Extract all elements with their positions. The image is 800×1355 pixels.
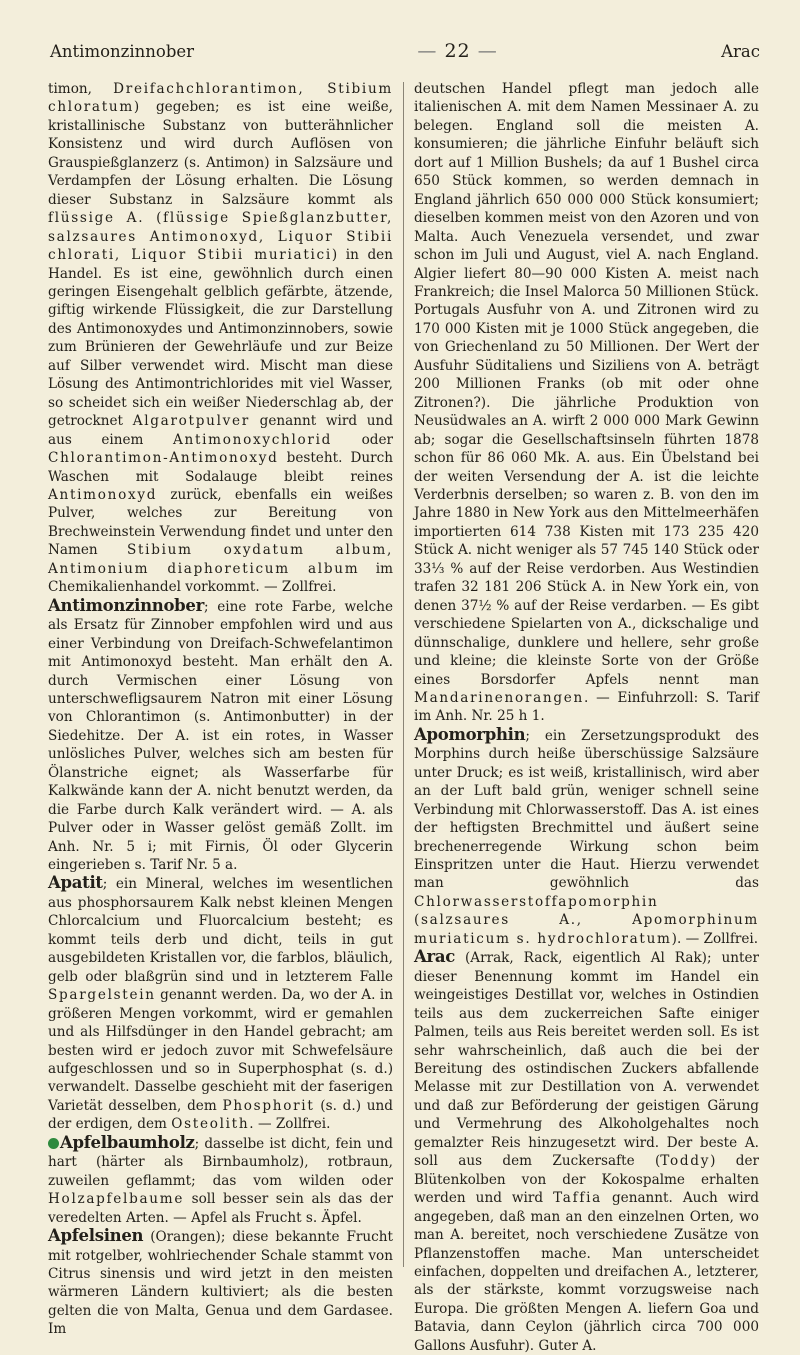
entry-antimonzinnober [48, 597, 393, 875]
entry-text: ) in den Handel. Es ist eine, gewöhnlich durch einen geringen Eisengehalt gelblich gefärbte, ätzende, giftig wirkende Flüssigkeit, die zur Darstellung des Antimonoxydes und Antimonzinnobers, sowie zum Brünieren der Gewehrläufe und zur Beize auf Silber verwendet wird. Mischt man diese Lösung des Antimontrichlorides mit viel Wasser, so scheidet sich ein weißer Niederschlag ab, der getrocknet [48, 247, 393, 430]
entry-text: genannt. Auch wird angegeben, daß man an den einzelnen Orten, wo man A. bereitet, noch verschiedene Zusätze von Pflanzenstoffen mache. Man unterscheidet einfachen, doppelten und dreifachen A., letzterer, als der stärkste, kommt vorzugsweise nach Europa. Die größten Mengen A. liefern Goa und Batavia, dann Ceylon (jährlich circa 700 000 Gallons Ausfuhr). Guter A. [414, 1190, 759, 1354]
spaced-term: Dreifachchlorantimon, Stibium chloratum [48, 81, 393, 116]
running-header [50, 38, 760, 64]
header-right-keyword: Arac [721, 41, 760, 61]
entry-headword: Apfelsinen [48, 1226, 144, 1246]
entry-headword: Apatit [48, 873, 103, 893]
entry-apfelsinen [48, 1227, 393, 1339]
entry-text: genannt werden. Da, wo der A. in größeren Mengen vorkommt, wird er gemahlen und als Hilfsdünger in den Handel gebracht; am besten wird er jedoch zuvor mit Schwefelsäure aufgeschlossen und so in Superphosphat (s. d.) verwandelt. Dasselbe geschieht mit der faserigen Varietät desselben, dem [48, 987, 393, 1114]
entry-antimonbutter-continuation [48, 80, 393, 597]
entry-text: ; eine rote Farbe, welche als Ersatz für Zinnober empfohlen wird und aus einer Verbindung von Dreifach-Schwefelantimon mit Antimonoxyd besteht. Man erhält den A. durch Vermischen einer Lösung von unterschwefligsaurem Natron mit einer Lösung von Chlorantimon (s. Antimonbutter) in der Siedehitze. Der A. ist ein rotes, in Wasser unlösliches Pulver, welches sich am besten für Ölanstriche eignet; als Wasserfarbe für Kalkwände kann der A. nicht benutzt werden, da die Farbe durch Kalk verändert wird. — A. als Pulver oder in Wasser gelöst gemäß Zollt. im Anh. Nr. 5 i; mit Firnis, Öl oder Glycerin eingerieben s. Tarif Nr. 5 a. [48, 598, 393, 874]
entry-text: genannt wird und aus einem [48, 413, 394, 448]
entry-text: ; dasselbe ist dicht, fein und hart (härter als Birnbaumholz), rotbraun, zuweilen geflammt; das vom wilden oder [48, 1135, 393, 1189]
spaced-term: Chlorwasserstoffapomorphin (salzsaures A., Apomorphinum muriaticum s. hydrochloratum [414, 893, 759, 947]
spaced-term: Antimonoxychlorid [172, 431, 333, 448]
entry-text: oder [332, 431, 394, 448]
entry-text: ) gegeben; es ist eine weiße, kristallinische Substanz von butterähnlicher Konsistenz und wird durch Auflösen von Grauspießglanzerz (s. Antimon) in Salzsäure und Verdampfen der Lösung erhalten. Die Lösung dieser Substanz in Salzsäure kommt als [48, 99, 393, 208]
entry-text: soll besser sein als das der veredelten Arten. — Apfel als Frucht s. Äpfel. [48, 1191, 393, 1226]
entry-text: deutschen Handel pflegt man jedoch alle italienischen A. mit dem Namen Messinaer A. zu belegen. England soll die meisten A. konsumieren; die jährliche Einfuhr beläuft sich dort auf 1 Million Bushels; da auf 1 Bushel circa 650 Stück kommen, so werden demnach in England jährlich 650 000 000 Stück konsumiert; dieselben kommen meist von den Azoren und von Malta. Auch Venezuela versendet, und zwar schon im Juli und August, viel A. nach England. Algier liefert 80—90 000 Kisten A. meist nach Frankreich; die Insel Malorca 50 Millionen Stück. Portugals Ausfuhr von A. und Zitronen wird zu 170 000 Kisten mit je 1000 Stück angegeben, die von Griechenland zu 50 Millionen. Der Wert der Ausfuhr Süditaliens und Siziliens von A. beträgt 200 Millionen Franks (ob mit oder ohne Zitronen?). Die jährliche Produktion von Neusüdwales an A. wirft 2 000 000 Mark Gewinn ab; sogar die Gesellschaftsinseln führten 1878 schon für 86 060 Mk. A. aus. Ein Übelstand bei der weiten Versendung der A. ist die leichte Verderbnis derselben; so waren z. B. von den im Jahre 1880 in New York aus den Mittelmeerhäfen importierten 614 738 Kisten mit 173 235 420 Stück A. nicht weniger als 57 745 140 Stück oder 33⅓ % auf der Reise verdorben. Aus Westindien trafen 32 181 206 Stück A. in New York ein, von denen 37½ % auf der Reise verdarben. — Es gibt verschiedene Spielarten von A., dickschalige und dünnschalige, dunklere und hellere, sehr große und kleine; die kleinste Sorte von der Größe eines Borsdorfer Apfels nennt man [414, 81, 759, 688]
entry-headword: Apfelbaumholz [60, 1132, 195, 1152]
entry-text: ). — Zollfrei. [671, 930, 759, 947]
header-dash-right: — [477, 40, 498, 62]
spaced-term: Mandarinenorangen [414, 689, 584, 706]
spaced-term: Toddy [660, 1153, 711, 1170]
entry-apfelbaumholz-text [48, 1132, 393, 1226]
entry-text: besteht. Durch Waschen mit Sodalauge bleibt reines [48, 450, 393, 485]
spaced-term: Osteolith [171, 1116, 250, 1133]
entry-text: timon, [48, 81, 114, 97]
entry-text: (Orangen); diese bekannte Frucht mit rotgelber, wohlriechender Schale stammt von Citrus sinensis und wird jetzt in den meisten wärmeren Ländern kultiviert; als die besten gelten die von Malta, Genua und dem Gardasee. Im [48, 1229, 393, 1338]
entry-text: im Chemikalienhandel vorkommt. — Zollfrei. [48, 560, 393, 596]
right-column [404, 80, 759, 1354]
entry-apomorphin [414, 726, 759, 948]
spaced-term: Spargelstein [48, 987, 156, 1004]
spaced-term: Antimonoxyd [48, 486, 158, 503]
header-dash-left: — [417, 40, 438, 62]
green-dot-marker [48, 1138, 59, 1149]
entry-headword: Apomorphin [414, 724, 526, 744]
left-column [48, 80, 403, 1338]
entry-text: zurück, ebenfalls ein weißes Pulver, welches zur Bereitung von Brechweinstein Verwendung findet und unter den Namen [48, 486, 393, 559]
entry-text: (s. d.) und der erdigen, dem [48, 1097, 394, 1133]
spaced-term: Algarotpulver [132, 413, 250, 430]
spaced-term: Stibium oxydatum album, Antimonium diaphoreticum album [48, 542, 393, 577]
entry-arac [414, 948, 759, 1355]
spaced-term: Phosphorit [222, 1097, 315, 1114]
page-number: 22 [444, 40, 471, 62]
entry-text: (Arrak, Rack, eigentlich Al Rak); unter dieser Benennung kommt im Handel ein weingeistiges Destillat vor, welches in Ostindien teils aus dem zuckerreichen Safte einiger Palmen, teils aus Reis bereitet werden soll. Es ist sehr wahrscheinlich, daß auch die bei der Bereitung des ostindischen Zuckers abfallende Melasse mit zur Destillation von A. verwendet und daß zur Beförderung der geistigen Gärung und Vermehrung des Alkoholgehaltes noch gemalzter Reis hinzugesetzt wird. Der beste A. soll aus dem Zuckersafte ( [414, 950, 759, 1170]
entry-text: . — Zollfrei. [249, 1116, 331, 1133]
entry-text: ; ein Zersetzungsprodukt des Morphins durch heiße überschüssige Salzsäure unter Druck; es ist weiß, kristallinisch, wird aber an der Luft bald grün, weniger schnell seine Verbindung mit Chlorwasserstoff. Das A. ist eines der heftigsten Brechmittel und äußert seine brechenerregende Wirkung schon beim Einspritzen unter die Haut. Hierzu verwendet man gewöhnlich das [414, 727, 759, 892]
entry-text: ; ein Mineral, welches im wesentlichen aus phosphorsaurem Kalk nebst kleinen Mengen Chlorcalcium und Fluorcalcium besteht; es kommt teils derb und dicht, teils in gut ausgebildeten Kristallen vor, die farblos, bläulich, gelb oder blaßgrün sind und in letzterem Falle [48, 876, 393, 985]
entry-text: ) der Blütenkolben von der Kokospalme erhalten werden und wird [414, 1153, 759, 1207]
spaced-term: Chlorantimon-Antimonoxyd [48, 450, 279, 467]
header-left-keyword: Antimonzinnober [50, 41, 195, 61]
spaced-term: Taffia [553, 1190, 602, 1207]
entry-apfelbaumholz [48, 1134, 393, 1227]
entry-headword: Antimonzinnober [48, 595, 205, 615]
spaced-term: Holzapfelbaume [48, 1191, 185, 1208]
spaced-term: flüssige A. (flüssige Spießglanzbutter, salzsaures Antimonoxyd, Liquor Stibii chlorati, Liquor Stibii muriatici [48, 210, 393, 264]
page-number-group [417, 40, 497, 62]
entry-headword: Arac [414, 947, 456, 967]
entry-apfelsinen-continuation [414, 80, 759, 726]
entry-apatit [48, 874, 393, 1133]
entry-text: . — Einfuhrzoll: S. Tarif im Anh. Nr. 25 h 1. [414, 689, 759, 725]
two-column-body [48, 80, 762, 1354]
